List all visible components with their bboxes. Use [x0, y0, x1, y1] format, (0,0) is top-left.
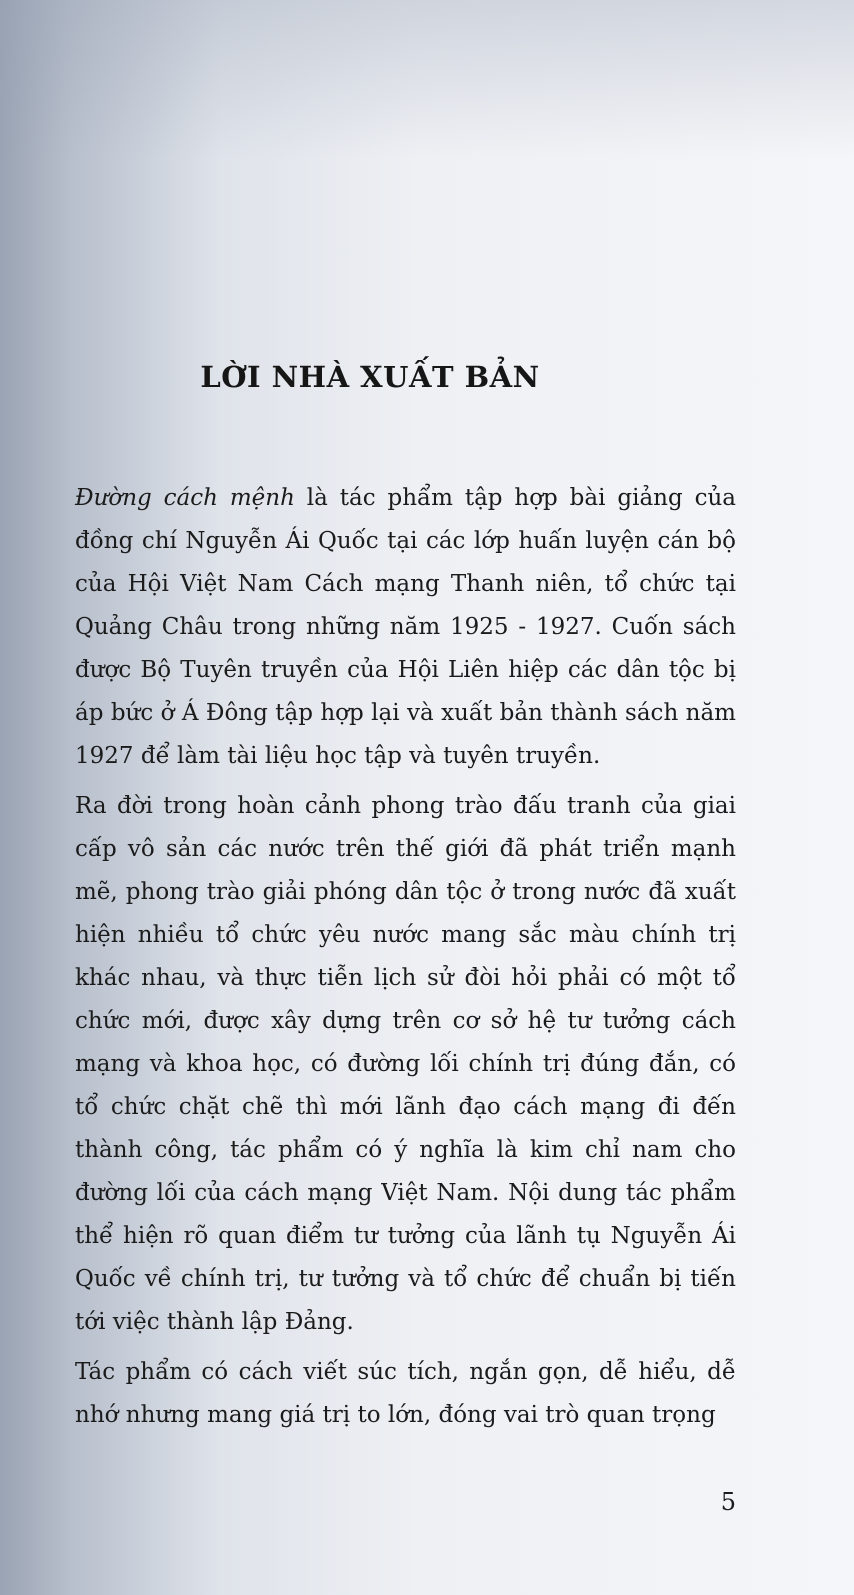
page-title: LỜI NHÀ XUẤT BẢN [200, 360, 540, 394]
page-number: 5 [720, 1488, 736, 1516]
body-text [75, 477, 736, 1444]
paragraph-1-text: là tác phẩm tập hợp bài giảng của đồng chí Nguyễn Ái Quốc tại các lớp huấn luyện cán bộ của Hội Việt Nam Cách mạng Thanh niên, tổ chức tại Quảng Châu trong những năm 1925 - 1927. Cuốn sách được Bộ Tuyên truyền của Hội Liên hiệp các dân tộc bị áp bức ở Á Đông tập hợp lại và xuất bản thành sách năm 1927 để làm tài liệu học tập và tuyên truyền. [75, 485, 736, 769]
paragraph-1 [75, 477, 736, 778]
book-title-italic: Đường cách mệnh [75, 485, 295, 511]
paragraph-2: Ra đời trong hoàn cảnh phong trào đấu tranh của giai cấp vô sản các nước trên thế giới đã phát triển mạnh mẽ, phong trào giải phóng dân tộc ở trong nước đã xuất hiện nhiều tổ chức yêu nước mang sắc màu chính trị khác nhau, và thực tiễn lịch sử đòi hỏi phải có một tổ chức mới, được xây dựng trên cơ sở hệ tư tưởng cách mạng và khoa học, có đường lối chính trị đúng đắn, có tổ chức chặt chẽ thì mới lãnh đạo cách mạng đi đến thành công, tác phẩm có ý nghĩa là kim chỉ nam cho đường lối của cách mạng Việt Nam. Nội dung tác phẩm thể hiện rõ quan điểm tư tưởng của lãnh tụ Nguyễn Ái Quốc về chính trị, tư tưởng và tổ chức để chuẩn bị tiến tới việc thành lập Đảng. [75, 793, 736, 1335]
paragraph-3: Tác phẩm có cách viết súc tích, ngắn gọn, dễ hiểu, dễ nhớ nhưng mang giá trị to lớn, đóng vai trò quan trọng [75, 1359, 736, 1428]
